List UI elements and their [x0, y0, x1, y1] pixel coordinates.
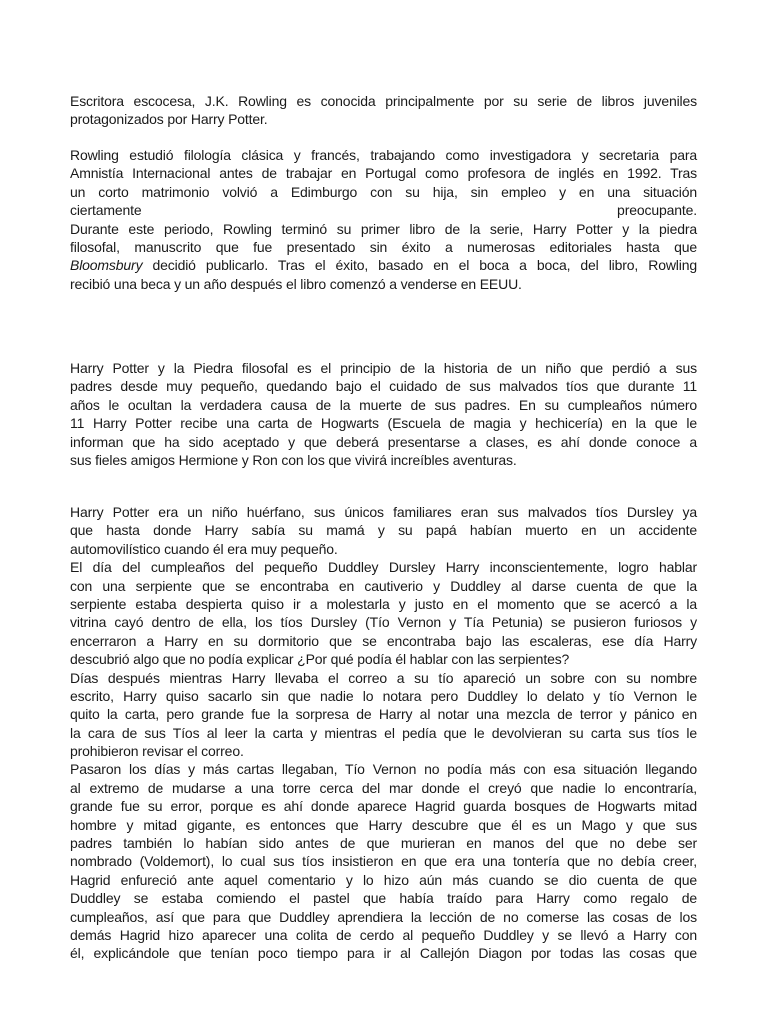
text-line: Días después mientras Harry llevaba el correo a su tío apareció un sobre con su nombre — [70, 669, 697, 686]
text-line: quito la carta, pero grande fue la sorpresa de Harry al notar una mezcla de terror y pánico en — [70, 706, 697, 723]
text-line: descubrió algo que no podía explicar ¿Por qué podía él hablar con las serpientes? — [70, 651, 570, 668]
italic-publisher-name: Bloomsbury — [70, 257, 143, 274]
text-line: Durante este periodo, Rowling terminó su primer libro de la serie, Harry Potter y la piedra — [70, 220, 697, 237]
paragraph-biography — [70, 146, 697, 293]
paragraph-intro — [70, 92, 697, 129]
text-line: Harry Potter y la Piedra filosofal es el principio de la historia de un niño que perdió a sus — [70, 360, 697, 376]
text-line: Rowling estudió filología clásica y francés, trabajando como investigadora y secretaria para — [70, 147, 697, 163]
text-line: recibió una beca y un año después el libro comenzó a venderse en EEUU. — [70, 275, 522, 292]
text-line: Pasaron los días y más cartas llegaban, Tío Vernon no podía más con esa situación llegando — [70, 761, 697, 778]
text-line: prohibieron revisar el correo. — [70, 743, 244, 760]
text-line: sus fieles amigos Hermione y Ron con los que vivirá increíbles aventuras. — [70, 451, 517, 468]
text-line: que hasta donde Harry sabía su mamá y su papá habían muerto en un accidente — [70, 522, 697, 539]
text-line: nombrado (Voldemort), lo cual sus tíos insistieron en que era una tontería que no debía creer, — [70, 853, 697, 870]
text-line: ciertamente preocupante. — [70, 202, 697, 219]
text-line: escrito, Harry quiso sacarlo sin que nadie lo notara pero Duddley lo delato y tío Vernon le — [70, 687, 697, 704]
text-line: informan que ha sido aceptado y que deberá presentarse a clases, es ahí donde conoce a — [70, 433, 697, 450]
text-line: él, explicándole que tenían poco tiempo para ir al Callejón Diagon por todas las cosas que — [70, 945, 697, 962]
text-line: grande fue su error, porque es ahí donde aparece Hagrid guarda bosques de Hogwarts mitad — [70, 798, 697, 815]
text-line: Escritora escocesa, J.K. Rowling es conocida principalmente por su serie de libros juveniles — [70, 93, 697, 109]
text-line: al extremo de mudarse a una torre cerca del mar donde el creyó que nadie lo encontraría, — [70, 779, 697, 796]
text-line: Harry Potter era un niño huérfano, sus únicos familiares eran sus malvados tíos Dursley ya — [70, 504, 697, 520]
text-line: padres desde muy pequeño, quedando bajo el cuidado de sus malvados tíos que durante 11 — [70, 378, 697, 395]
text-line: filosofal, manuscrito que fue presentado sin éxito a numerosas editoriales hasta que — [70, 238, 697, 255]
text-line: demás Hagrid hizo aparecer una colita de cerdo al pequeño Duddley y se llevó a Harry con — [70, 926, 697, 943]
paragraph-summary — [70, 359, 697, 469]
text-line: encerraron a Harry en su dormitorio que se encontraba bajo las escaleras, ese día Harry — [70, 632, 697, 649]
text-line: padres también lo habían sido antes de que murieran en manos del que no debe ser — [70, 835, 697, 852]
text-line: Hagrid enfureció ante aquel comentario y lo hizo aún más cuando se dio cuenta de que — [70, 871, 697, 888]
text-line: automovilístico cuando él era muy pequeño. — [70, 540, 338, 557]
text-line: protagonizados por Harry Potter. — [70, 111, 268, 128]
text-line: hombre y mitad gigante, es entonces que Harry descubre que él es un Mago y que sus — [70, 816, 697, 833]
text-span: decidió publicarlo. Tras el éxito, basado en el boca a boca, del libro, Rowling — [142, 257, 697, 274]
text-line: serpiente estaba despierta quiso ir a molestarla y justo en el momento que se acercó a la — [70, 595, 697, 612]
text-line: Amnistía Internacional antes de trabajar en Portugal como profesora de inglés en 1992. Tras — [70, 165, 697, 182]
text-line: un corto matrimonio volvió a Edimburgo con su hija, sin empleo y en una situación — [70, 183, 697, 200]
text-line: con una serpiente que se encontraba en cautiverio y Duddley al darse cuenta de que la — [70, 577, 697, 594]
text-line: cumpleaños, así que para que Duddley aprendiera la lección de no comerse las cosas de los — [70, 908, 697, 925]
text-line: años le ocultan la verdadera causa de la muerte de sus padres. En su cumpleaños número — [70, 396, 697, 413]
text-line: 11 Harry Potter recibe una carta de Hogwarts (Escuela de magia y hechicería) en la que le — [70, 415, 697, 432]
text-line: El día del cumpleaños del pequeño Duddley Dursley Harry inconscientemente, logro hablar — [70, 559, 697, 576]
text-line: Duddley se estaba comiendo el pastel que había traído para Harry como regalo de — [70, 890, 697, 907]
text-line: la cara de sus Tíos al leer la carta y mientras el pedía que le devolvieran su carta sus tíos le — [70, 724, 697, 741]
text-line — [70, 256, 697, 274]
text-line: vitrina cayó dentro de ella, los tíos Dursley (Tío Vernon y Tía Petunia) se pusieron furiosos y — [70, 614, 697, 631]
paragraph-plot — [70, 503, 697, 963]
